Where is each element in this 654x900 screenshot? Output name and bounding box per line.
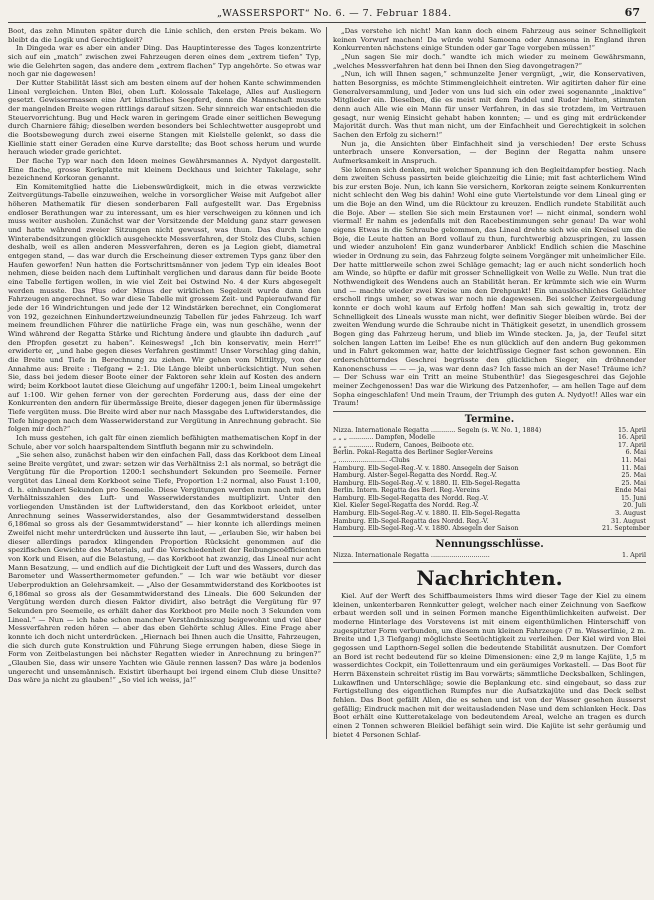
schedule-date: 3. August [615, 509, 646, 518]
paragraph: Der Kutter Stabilität lässt sich am besten einem auf der hohen Kante schwimmenden Lineal vergleichen. Unten Blei, oben Luft. Kolossale Takelage, Alles auf Ausliegern gesetzt. Gewissermassen eine Art künstliches Seepferd, denn die Mannschaft musste der mangelnden Breite wegen rittlings darauf sitzen. Sehr sinnreich war entschieden die Steuervorrichtung. Bug und Heck waren in geringem Grade einer seitlichen Bewegung durch Charniere fähig; dieselben werden besonders bei Schlechtwetter ausgeprobt und die Bootsbewegung durch zwei eiserne Stangen mit Kielstelle gelenkt, so dass die Kiellinie statt einer Geraden eine Kurve darstellte; das Boot schoss herum und wurde herauch wieder grade gerichtet. [8, 78, 321, 157]
divider [333, 562, 646, 563]
schedule-row [333, 510, 646, 518]
schedule-date: 11. Mai [621, 463, 646, 472]
schedule-row [333, 518, 646, 526]
schedule-row [333, 434, 646, 442]
paragraph: Ich muss gestehen, ich galt für einen ziemlich befähigten mathematischen Kopf in der Schule, aber vor solch haarspaltendem Sintfluth begann mir zu schwindeln. [8, 433, 321, 451]
schedule-event: „ „ „ ............ Rudern, Canoes, Beiboote etc. [333, 441, 474, 449]
schedule-row [333, 449, 646, 457]
nennungsschluesse-list [333, 552, 646, 560]
schedule-row [333, 457, 646, 465]
schedule-event: Hamburg. Elb-Segel-Reg.-V. v. 1880. Absegeln der Saison [333, 525, 519, 533]
schedule-event: Kiel. Kieler Segel-Regatta des Nordd. Reg.-V. [333, 502, 479, 510]
two-column-body [8, 27, 650, 739]
divider [333, 411, 646, 412]
schedule-event: Berlin. Intern. Regatta des Berl. Reg.-Vereins [333, 487, 480, 495]
nennungsschluesse-heading: Nennungsschlüsse. [435, 538, 544, 550]
schedule-row [333, 442, 646, 450]
schedule-event: Hamburg. Elb-Segel-Reg.-V. v. 1880. II. Elb-Segel-Regatta [333, 479, 521, 487]
termine-heading: Termine. [464, 413, 515, 425]
termine-list [333, 425, 650, 533]
left-column [8, 27, 326, 739]
schedule-event: Nizza. Internationale Regatta ............................. [333, 551, 490, 559]
header-title: „WASSERSPORT“ No. 6. — 7. Februar 1884. [217, 8, 452, 19]
schedule-row [333, 524, 650, 533]
page-number: 67 [624, 6, 640, 19]
schedule-date: 17. April [617, 440, 646, 449]
schedule-event: Nizza. Internationale Regatta ............ Segeln (s. W. No. 1, 1884) [333, 426, 542, 434]
paragraph: Boot, das zehn Minuten später durch die Linie schlich, den ersten Preis bekam. Wo bleibt da die Logik und Gerechtigkeit? [8, 27, 321, 44]
schedule-date: 25. Mai [621, 471, 646, 480]
paragraph: „Sie sehen also, zunächst haben wir den einfachen Fall, dass das Korkboot dem Lineal seine Breite vergütet, und zwar: setzen wir das Verhältniss 2:1 als normal, so beträgt die Vergütung für die Proportion 1200:1 sechshundert Sekunden pro Seemeile. Ferner vergütet das Lineal dem Korkboot seine Tiefe, Proportion 1:2 normal, also Faust 1:100, d. h. einhundert Sekunden pro Seemeile. Diese Vergütungen werden nun nach mit den Verhältnisszahlen des Luft- und Wasserwiderstandes multiplizirt. Unter den vorliegenden Umständen ist der Luftwiderstand, den das Korkboot erleidet, unter Anrechnung seines Wasserwiderstandes, also der Gesammtwiderstand desselben 6,186mal so gross als der Gesammtwiderstand“ — hier konnte ich allerdings meinen Zweifel nicht mehr unterdrücken und äusserte ihn laut, — „erlauben Sie, wir haben bei dieser allerdings paradox klingenden Proportion Rücksicht genommen auf die spezifischen Gewichte des Materials, auf die Verschiedenheit der Reibungscoëfficienten von Kork und Eisen, auf die Belastung, — das Korkboot hat zwanzig, das Lineal nur acht Mann Besatzung, — und endlich auf die Dichtigkeit der Luft und des Wassers, durch das Barometer und Wasserthermometer gefunden.“ — Ich war wie betäubt vor dieser Ueberproduktion an Gelehrsamkeit. — „Also der Gesammtwiderstand des Korkbootes ist 6,186mal so gross als der Gesammtwiderstand des Lineals. Die 600 Sekunden der Vergütung werden durch diesen Faktor dividirt, also beträgt die Vergütung für 97 Sekunden pro Seemeile, es erhält daher das Korkboot pro Meile noch 3 Sekunden vom Lineal.“ — Nun — ich habe schon mancher Verständnisszug beigewohnt und viel über Messverfahren reden hören — aber das eben Gehörte schlug Alles. Eine Frage aber konnte ich doch nicht unterdrücken. „Hiernach bei Ihnen auch die Unsitte, Fahrzeugen, die sich durch gute Konstruktion und Führung Siege errungen haben, diese Siege in Form von Zeitbelastungen bei nächster Regatten wieder in Anrechnung zu bringen?“ „Glauben Sie, dass wir unsere Yachten wie Gäule rennen lassen? Das wäre ja bodenlos ungerecht und unsemännisch. Existirt überhaupt bei irgend einem Club diese Unsitte? Das wäre ja nicht zu glauben!“ „So viel ich weiss, ja!“ [8, 451, 321, 685]
schedule-date: 31. August [611, 516, 646, 525]
news-paragraph: Kiel. Auf der Werft des Schiffbaumeisters Ihms wird dieser Tage der Kiel zu einem kleinen, unkenterbaren Rennkutter gelegt, welcher nach einer Zeichnung von Saefkow erbaut werden soll und in seinen Formen manche Eigenthümlichkeiten aufweist. Der moderne Hinterlage des Vorstevens ist mit einem eigenthümlichen Hinterschiff von zugespitzter Form verbunden, um diesem nun kleinen Fahrzeuge (7 m. Wasserlinie, 2 m. Breite und 1,3 Tiefgang) möglichste Seetüchtigkeit zu verleihen. Der Kiel wird von Blei gegossen und Lapthorn-Segel sollen die bedeutende Stabilität ausnutzen. Der Comfort an Bord ist recht bedeutend für so kleine Dimensionen: eine 2,9 m lange Kajüte, 1,5 m wasserdichtes Cockpit, ein Toilettenraum und ein geräumiges Vorkastell. — Das Boot für Herrn Bäxenstein schreitet rüstig im Bau vorwärts; sämmtliche Decksbalken, Schlingen, Lukawflnen und Unterschläge; sowie die Beplankung etc. sind eingebaut, so dass zur Fertigstellung des eigentlichen Rumpfes nur die Aufsatzkajüte und das Deck selbst fehlen. Das Boot gefällt Allen, die es sehen und ist von der Wasser gesehen äusserst gefällig; Eindruck machen mit der weitausladenden Nase und dem schlanken Heck. Das Boot erhält eine Kutteretakelage von bedeutendem Areal, welche an tragen es durch einen 2 Tonnen schweren Bleikiel befähigt sein wird. Die Kajüte ist sehr geräumig und bietet 4 Personen Schlaf- [333, 592, 646, 739]
paragraph: „Nun, ich will Ihnen sagen,“ schmunzelte Jener vergnügt, „wir, die Konservativen, hatten Besorgniss, es möchte Stimmengleichheit eintreten. Wir agitirten daher für eine Generalversammlung, und Jeder von uns lud sich ein oder zwei sogenannte „inaktive“ Mitglieder ein. Dieselben, die es meist mit dem Paddel und Ruder hielten, stimmten denn auch Alle wie ein Mann für unser Verfahren, in das sie trotzdem, im Vertrauen gesagt, nur wenig Einsicht gehabt haben konnten; — und es ging mit erdrückender Majorität durch. Was thut man nicht, um der Einfachheit und Gerechtigkeit in solchen Sachen den Erfolg zu sichern!“ [333, 70, 646, 139]
schedule-date: 6. Mai [625, 448, 646, 457]
schedule-date: 15. April [617, 425, 646, 434]
schedule-date: 15. Juni [620, 493, 646, 502]
schedule-row [333, 427, 646, 435]
schedule-row [333, 502, 646, 510]
paragraph: Sie können sich denken, mit welcher Spannung ich den Begleitdampfer bestieg. Nach dem zweiten Schuss passirten beide gleichzeitig die Linie; mit fast achterlichem Wind bis zur ersten Boje. Nun, ich kann Sie versichern, Korkoran zeigte seinem Konkurrenten nicht schlecht den Weg bis dahin! Wohl eine gute Viertelstunde vor dem Lineal ging er um die Boje an den Wind, um die Rücktour zu kreuzen. Endlich rundete Stabilität auch die Boje. Aber — stellen Sie sich mein Erstaunen vor! — nicht einmal, sondern wohl viermal! Er nahm es jedenfalls mit den Racebestimmungen sehr genau! Da war wohl eigens Etwas in die Schraube gekommen, das Lineal drehte sich wie ein Kreisel um die Boje, die Leute hatten an Bord vollauf zu thun, furchtwerbig abzuspringen, zu lassen und wieder anzuholen! Ein ganz wunderbarer Anblick! Endlich schien die Maschine wieder in Ordnung zu sein, das Fahrzeug folgte seinem Vorgänger mit unheimlicher Eile. Der hatte mittlerweile schon zwei Schläge gemacht; lag er auch nicht sonderlich hoch am Winde, so hüpfte er dafür mit grosser Schnelligkeit von Welle zu Welle. Nun trat die Nothwendigkeit des Wendens auch an Stabilität heran. Er krümmte sich wie ein Wurm und — machte wieder zwei Kreise um den Drehpunkt! Ein unauslöschliches Gelächter erscholl rings umher, so etwas war noch nie dagewesen. Bei solcher Zeitvergeudung konnte er doch wohl kaum auf Erfolg hoffen! Man sah sich gewaltig in, trotz der Schnelligkeit des Lineals wusste man nicht, wer definitiv Sieger bleiben würde. Bei der zweiten Wendung wurde die Schraube nicht in Thätigkeit gesetzt, in unendlich grossem Bogen ging das Fahrzeug herum, und blieb im Winde stecken. Ja, ja, der Teufel sitzt solchen langen Latten im Leibe! Ehe es nun glücklich auf den andern Bug gekommen und in Fahrt gekommen war, hatte der leichtfüssige Gegner fast schon gewonnen. Ein erderschütterndes Geschrei begrüsste den glücklichen Sieger, ein dröhnender Kanonenschuss — — — ja, was war denn das? Ich fasse mich an der Nase! Träume ich? — Der Schuss war ein Tritt an meine Stubenthür! das Siegesgeschrei das Gejohle meiner Zechgenossen! Das war die Wirkung des Patzenhofer, — am hellen Tage auf dem Sopha eingeschlafen! Und mein Traum, der Triumph des guten A. Nydyot!! Alles war ein Traum! [333, 165, 646, 408]
schedule-date: 21. September [602, 524, 650, 533]
schedule-row [333, 495, 646, 503]
schedule-row [333, 487, 646, 495]
paragraph: Nun ja, die Ansichten über Einfachheit sind ja verschieden! Der erste Schuss unterbrach unsere Konversation, — der Beginn der Regatta nahm unsere Aufmerksamkeit in Anspruch. [333, 139, 646, 165]
schedule-event: Hamburg. Elb-Segel-Reg.-V. v. 1880. II. Elb-Segel-Regatta [333, 510, 521, 518]
schedule-event: Hamburg. Elb-Segel-Reg.-V. v. 1880. Ansegeln der Saison [333, 464, 519, 472]
schedule-event: Hamburg. Elb-Segel-Regatta des Nordd. Reg.-V. [333, 494, 489, 502]
paragraph: Ein Komitemitglied hatte die Liebenswürdigkeit, mich in die etwas verzwickte Zeitvergütungs-Tabelle einzuweihen, welche in vorsorglicher Weise mit Aufgebot aller höheren Mathematik für diesen sonderbaren Fall aufgestellt war. Das Ergebniss endloser Berathungen war zu interessant, um es hier verschweigen zu können und ich muss weiter ausholen. Zunächst war der Vorsitzende der Meldung ganz starr gewesen und hatte während zweier Sitzungen nicht gewusst, was thun. Das durch lange Winterabendsitzungen glücklich ausgeheckte Messverfahren, der Stolz des Clubs, schien deshalb, weil es allen anderen Messverfahren, deren es ja Legion giebt, diametral entgegen stand, — das war durch die Erscheinung dieser extremen Typs ganz über den Haufen geworfen! Nun hatten die Fortschrittsmänner von jedem Typ ein ideales Boot nehmen, diese beiden nach dem Luftinhalt verglichen und daraus dann für beide Boote eine Tabelle fertigen wollen, in wie viel Zeit bei Ostwind No. 4 der Kurs abgesegelt werden musste. Das Plus oder Minus der wirklichen Segelzeit wurde dann den Fahrzeugen angerechnet. So war diese Tabelle mit grossem Zeit- und Papieraufwand für jede der 16 Windrichtungen und jede der 12 Windstärken berechnet, ein Conglomerat von 192, gezeichnen Einhundertzweiundneunzig Tabellen für jedes Fahrzeug. Ich warf meinem freundlichen Führer die natürliche Frage ein, was nun geschähe, wenn der Wind während der Regatta Stärke und Richtung ändere und glaubte ihn dadurch „auf den Pfropfen gesetzt zu haben“. Keineswegs! „Ich bin konservativ, mein Herr!“ erwiderte er, „und habe gegen dieses Verfahren gestimmt! Unser Vorschlag ging dahin, die Breite und Tiefe in Berechnung zu ziehen. Wir gehen vom Mittiltyp, von der Annahme aus: Breite : Tiefgang = 2:1. Die Länge bleibt unberücksichtigt. Nun sehen Sie, dass bei jedem dieser Boote einer der Faktoren sehr klein auf Kosten des andern wird; beim Korkboot lautet diese Gleichung auf ungefähr 1200:1, beim Lineal umgekehrt auf 1:100. Wir gehen ferner von der gerechten Forderung aus, dass der eine der Konkurrenten den andern für übermässige Breite, dieser dagegen jenen für übermässige Tiefe vergüten muss. Die Breite wird aber nur nach Massgabe des Luftwiderstandes, die Tiefe hingegen nach dem Wasserwiderstand zur Vergütung in Anrechnung gebracht. Sie folgen mir doch?“ [8, 182, 321, 434]
schedule-event: „ „ „ ............ Dampfen, Modelle [333, 434, 435, 442]
paragraph: In Dingeda war es aber ein ander Ding. Das Hauptinteresse des Tages konzentrirte sich auf ein „match“ zwischen zwei Fahrzeugen deren eines dem „extrem tiefen“ Typ, wie die Gelehrten sagen, das andere dem „extrem flachen“ Typ angehörte. So etwas war noch gar nie dagewesen! [8, 44, 321, 79]
schedule-row [333, 552, 646, 560]
right-column [326, 27, 650, 739]
schedule-date: 20. Juli [623, 501, 646, 510]
paragraph: Der flache Typ war nach den Ideen meines Gewährsmannes A. Nydyot dargestellt. Eine flache, grosse Korkplatte mit kleinem Deckhaus und leichter Takelage, sehr bezeichnend Korkoran genannt. [8, 156, 321, 183]
schedule-row [333, 465, 646, 473]
paragraph: „Nun sagen Sie mir doch.“ wandte ich mich wieder zu meinem Gewährsmann, „welches Messverfahren hat denn bei Ihnen den Sieg davongetragen?“ [333, 52, 646, 70]
schedule-date: 11. Mai [621, 455, 646, 464]
schedule-row [333, 472, 646, 480]
schedule-date: Ende Mai [614, 486, 646, 495]
schedule-event: Hamburg. Elb-Segel-Regatta des Nordd. Reg.-V. [333, 517, 489, 525]
schedule-date: 16. April [617, 433, 646, 442]
nachrichten-heading: Nachrichten. [416, 566, 563, 591]
schedule-event: Hamburg. Alster-Segel-Regatta des Nordd. Reg.-V. [333, 472, 497, 480]
schedule-date: 25. Mai [621, 478, 646, 487]
schedule-event: Berlin. Pokal-Regatta des Berliner Segler-Vereins [333, 449, 493, 457]
schedule-event: „ ........................ -Clubs [333, 456, 410, 464]
paragraph: „Das verstehe ich nicht! Man kann doch einem Fahrzeug aus seiner Schnelligkeit keinen Vorwurf machen! Da würde wohl Samoena oder Annasona in England ihren Konkurrenten nächstens einige Stunden oder gar Tage vorgeben müssen!“ [333, 27, 646, 53]
running-header [8, 6, 646, 23]
schedule-row [333, 480, 646, 488]
divider [333, 536, 646, 537]
schedule-date: 1. April [622, 550, 646, 559]
